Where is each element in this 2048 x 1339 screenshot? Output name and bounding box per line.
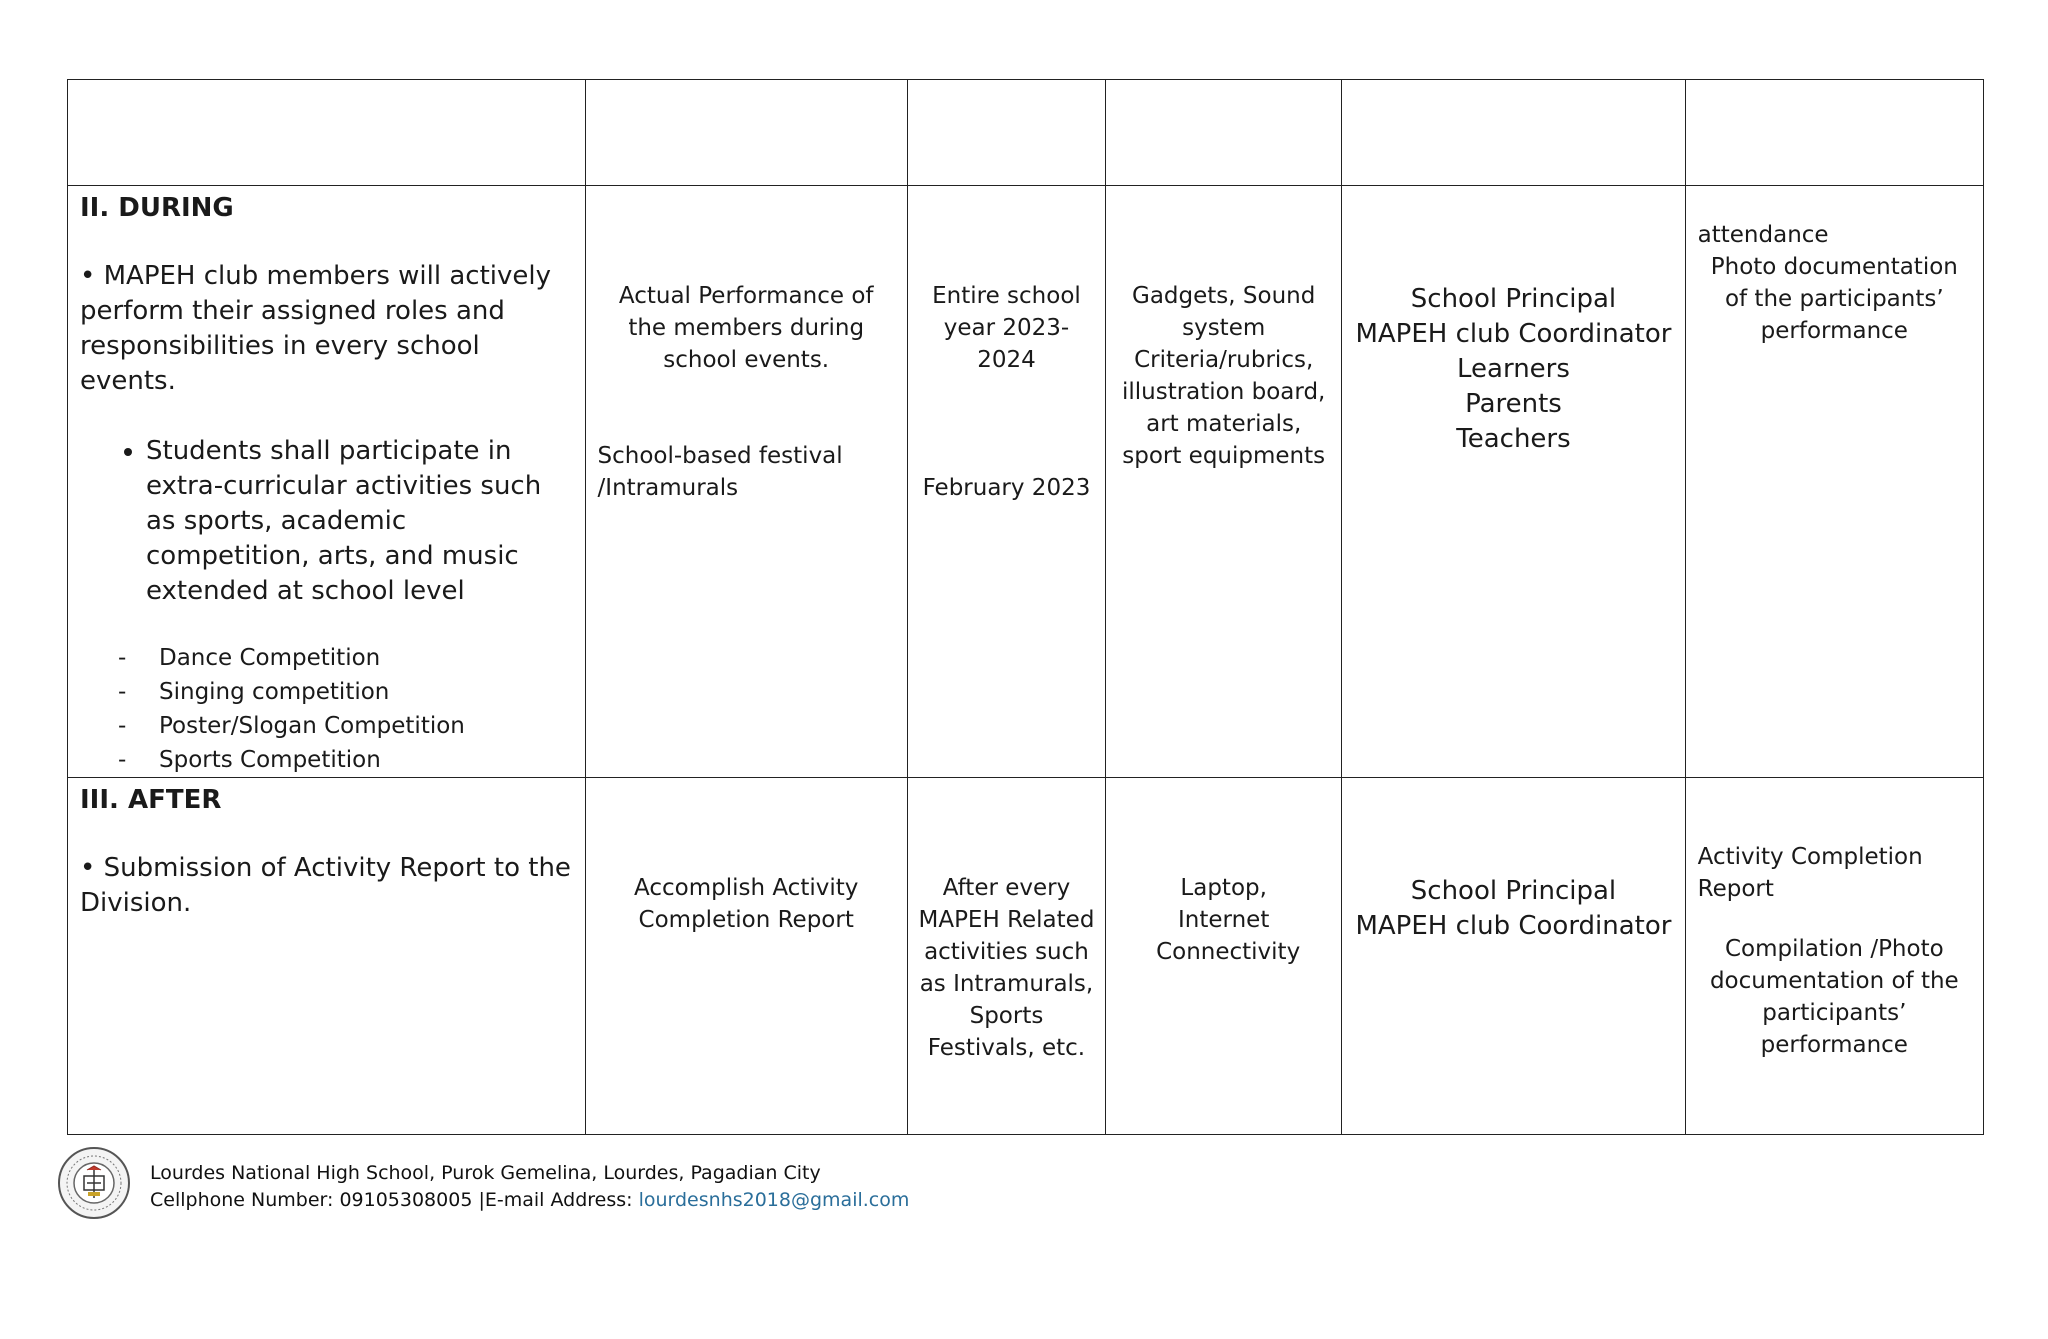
bullet-list — [80, 434, 573, 609]
resources-text: Gadgets, Sound system Criteria/rubrics, illustration board, art materials, sport equipments — [1121, 283, 1326, 469]
list-item: - Poster/Slogan Competition — [80, 709, 573, 743]
action-plan-table — [67, 79, 1984, 1135]
table-row-after — [68, 778, 1984, 1135]
evidence-text: Activity Completion Report — [1697, 844, 1923, 902]
activity-text: Accomplish Activity Completion Report — [634, 875, 859, 933]
time-frame-cell — [907, 778, 1105, 1135]
activity-cell — [585, 186, 907, 778]
table-cell — [585, 80, 907, 186]
person-item: MAPEH club Coordinator — [1355, 319, 1672, 349]
objective-cell — [68, 186, 586, 778]
time-text: February 2023 — [922, 475, 1091, 501]
objective-text: • MAPEH club members will actively perform their assigned roles and responsibilities in every school events. — [80, 261, 551, 396]
activity-text: Actual Performance of the members during school events. — [618, 283, 874, 373]
school-address: Lourdes National High School, Purok Gemelina, Lourdes, Pagadian City — [150, 1162, 821, 1184]
activity-cell — [585, 778, 907, 1135]
list-item: - Sports Competition — [80, 743, 573, 777]
resources-cell — [1106, 186, 1342, 778]
footer-text — [150, 1160, 909, 1214]
section-heading: II. DURING — [80, 193, 234, 223]
time-frame-cell — [907, 186, 1105, 778]
contact-line — [150, 1187, 909, 1214]
person-item: Parents — [1465, 389, 1562, 419]
list-item: - Dance Competition — [80, 641, 573, 675]
person-item: MAPEH club Coordinator — [1355, 911, 1672, 941]
evidence-text: Compilation /Photo documentation of the participants’ performance — [1709, 936, 1959, 1058]
objective-cell — [68, 778, 586, 1135]
objective-text: • Submission of Activity Report to the Division. — [80, 853, 571, 918]
table-cell — [1342, 80, 1685, 186]
evidence-text: Photo documentation of the participants’ performance — [1710, 254, 1958, 344]
persons-involved-cell — [1342, 186, 1685, 778]
evidence-text: attendance — [1697, 222, 1829, 248]
bullet-item: • Students shall participate in extra-curricular activities such as sports, academic competition, arts, and music extended at school level — [146, 434, 573, 609]
persons-involved-cell — [1342, 778, 1685, 1135]
activity-text: School-based festival /Intramurals — [597, 443, 843, 501]
email-link[interactable]: lourdesnhs2018@gmail.com — [638, 1189, 910, 1211]
section-heading: III. AFTER — [80, 785, 222, 815]
table-cell — [68, 80, 586, 186]
time-text: Entire school year 2023-2024 — [932, 283, 1081, 373]
evidence-cell — [1685, 186, 1983, 778]
phone-label: Cellphone Number: 09105308005 |E-mail Address: — [150, 1189, 639, 1211]
list-item: - Singing competition — [80, 675, 573, 709]
table-cell — [1106, 80, 1342, 186]
person-item: Learners — [1457, 354, 1570, 384]
resources-cell — [1106, 778, 1342, 1135]
person-item: School Principal — [1410, 284, 1617, 314]
table-cell — [1685, 80, 1983, 186]
school-seal-icon — [57, 1146, 131, 1220]
competition-list — [80, 641, 573, 777]
resources-text: Laptop, Internet Connectivity — [1156, 875, 1301, 965]
time-text: After every MAPEH Related activities such as Intramurals, Sports Festivals, etc. — [918, 875, 1095, 1061]
person-item: School Principal — [1410, 876, 1617, 906]
table-cell — [907, 80, 1105, 186]
table-row — [68, 80, 1984, 186]
person-item: Teachers — [1456, 424, 1571, 454]
table-row-during — [68, 186, 1984, 778]
evidence-cell — [1685, 778, 1983, 1135]
